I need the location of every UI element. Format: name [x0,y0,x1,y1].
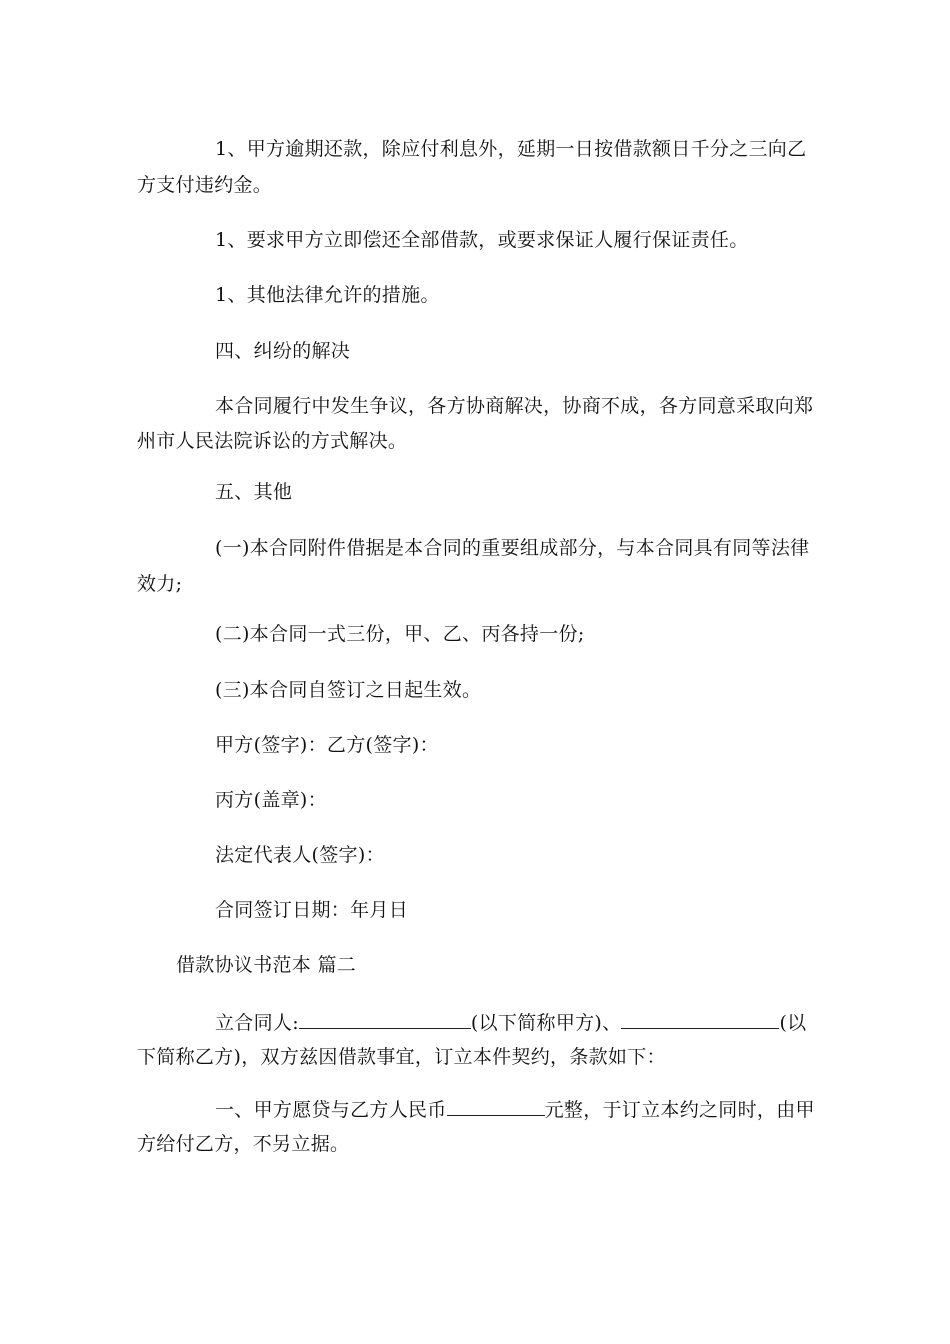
clause-repay-demand: 1、要求甲方立即偿还全部借款，或要求保证人履行保证责任。 [215,229,749,251]
clause-loan-amount-line1 [215,1097,815,1122]
signature-legal-rep: 法定代表人(签字)： [215,844,385,866]
party-b-abbrev-start: (以 [779,1012,807,1034]
clause-loan-amount-line2: 方给付乙方，不另立据。 [137,1133,350,1155]
clause-other-measures: 1、其他法律允许的措施。 [215,284,440,306]
clause-copies: (二)本合同一式三份，甲、乙、丙各持一份; [215,623,585,645]
heading-dispute-resolution: 四、纠纷的解决 [215,340,351,362]
clause-dispute-line1: 本合同履行中发生争议，各方协商解决，协商不成，各方同意采取向郑 [215,395,814,417]
party-b-name-blank [621,1010,779,1029]
signature-party-c: 丙方(盖章)： [215,789,327,811]
clause-attachment-line1: (一)本合同附件借据是本合同的重要组成部分，与本合同具有同等法律 [215,537,810,559]
signing-date: 合同签订日期：年月日 [215,899,409,921]
section-title: 借款协议书范本 篇二 [176,954,357,976]
clause-effective: (三)本合同自签订之日起生效。 [215,679,482,701]
loan-amount-label: 一、甲方愿贷与乙方人民币 [215,1099,447,1121]
party-a-abbrev: (以下简称甲方)、 [470,1012,622,1034]
clause-dispute-line2: 州市人民法院诉讼的方式解决。 [137,430,408,452]
signature-parties-ab: 甲方(签字)：乙方(签字)： [215,734,439,756]
loan-amount-blank [447,1097,545,1116]
heading-other: 五、其他 [215,481,293,503]
clause-attachment-line2: 效力; [137,573,183,595]
clause-overdue-line1: 1、甲方逾期还款，除应付利息外，延期一日按借款额日千分之三向乙 [215,138,807,160]
contract-parties-line1 [215,1010,806,1035]
contract-parties-label: 立合同人: [215,1012,299,1034]
contract-parties-line2: 下简称乙方)，双方兹因借款事宜，订立本件契约，条款如下： [137,1046,666,1068]
loan-amount-suffix: 元整，于订立本约之同时，由甲 [544,1099,815,1121]
clause-overdue-line2: 方支付违约金。 [137,174,273,196]
party-a-name-blank [299,1010,471,1029]
